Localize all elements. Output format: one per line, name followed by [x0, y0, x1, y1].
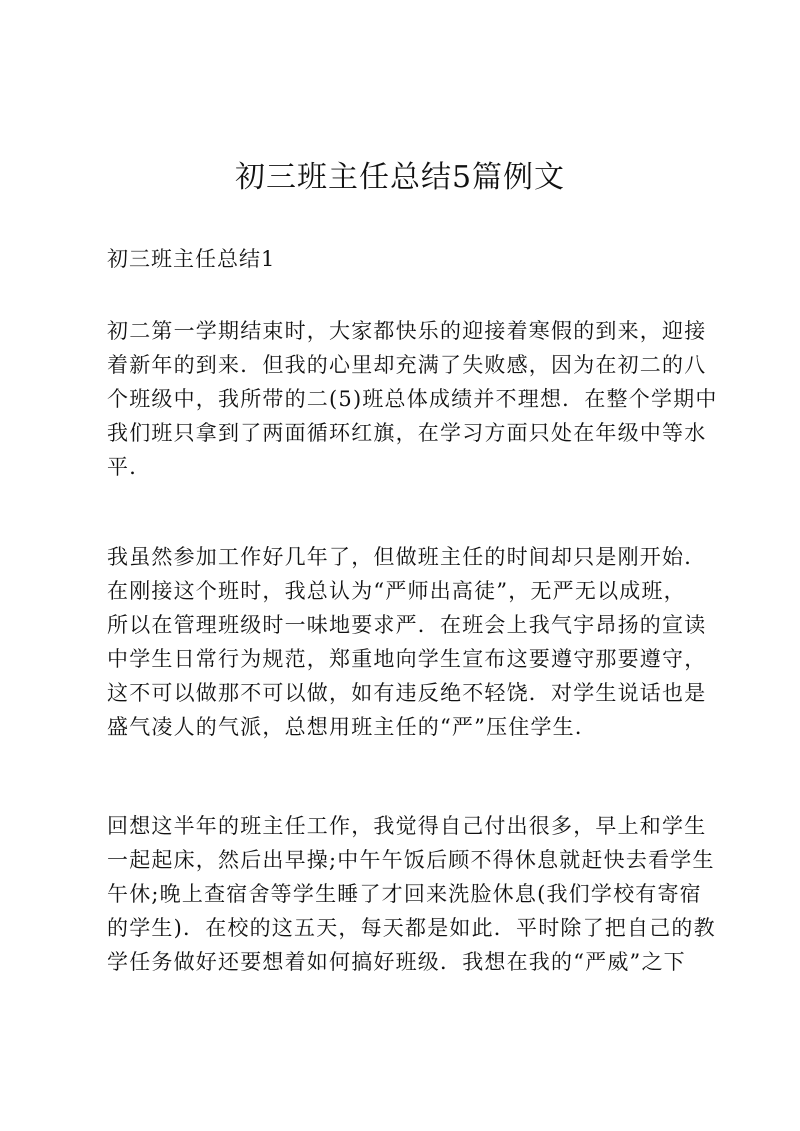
- paragraph-3: [107, 809, 716, 979]
- paragraph-line: 这不可以做那不可以做，如有违反绝不轻饶．对学生说话也是: [107, 681, 707, 705]
- paragraph-line: 一起起床，然后出早操;中午午饭后顾不得休息就赶快去看学生: [107, 848, 715, 872]
- paragraph-line: 回想这半年的班主任工作，我觉得自己付出很多，早上和学生: [107, 814, 707, 838]
- paragraph-line: 的学生)．在校的这五天，每天都是如此．平时除了把自己的教: [107, 916, 716, 940]
- section-heading: 初三班主任总结1: [107, 247, 276, 271]
- paragraph-1: [107, 314, 718, 484]
- document-title: 初三班主任总结5篇例文: [234, 160, 566, 195]
- paragraph-line: 盛气凌人的气派，总想用班主任的“严”压住学生．: [107, 715, 598, 739]
- paragraph-line: 中学生日常行为规范，郑重地向学生宣布这要遵守那要遵守，: [107, 647, 707, 671]
- paragraph-line: 所以在管理班级时一味地要求严．在班会上我气宇昂扬的宣读: [107, 613, 707, 637]
- paragraph-line: 在刚接这个班时，我总认为“严师出高徒”，无严无以成班，: [107, 579, 686, 603]
- paragraph-line: 我们班只拿到了两面循环红旗，在学习方面只处在年级中等水: [107, 421, 707, 445]
- paragraph-line: 个班级中，我所带的二(5)班总体成绩并不理想．在整个学期中: [107, 387, 718, 411]
- paragraph-line: 我虽然参加工作好几年了，但做班主任的时间却只是刚开始．: [107, 545, 707, 569]
- paragraph-line: 平．: [107, 455, 152, 479]
- paragraph-line: 初二第一学期结束时，大家都快乐的迎接着寒假的到来，迎接: [107, 319, 707, 343]
- paragraph-line: 着新年的到来．但我的心里却充满了失败感，因为在初二的八: [107, 353, 707, 377]
- paragraph-line: 午休;晚上查宿舍等学生睡了才回来洗脸休息(我们学校有寄宿: [107, 882, 702, 906]
- paragraph-line: 学任务做好还要想着如何搞好班级．我想在我的“严威”之下: [107, 950, 686, 974]
- paragraph-2: [107, 540, 707, 744]
